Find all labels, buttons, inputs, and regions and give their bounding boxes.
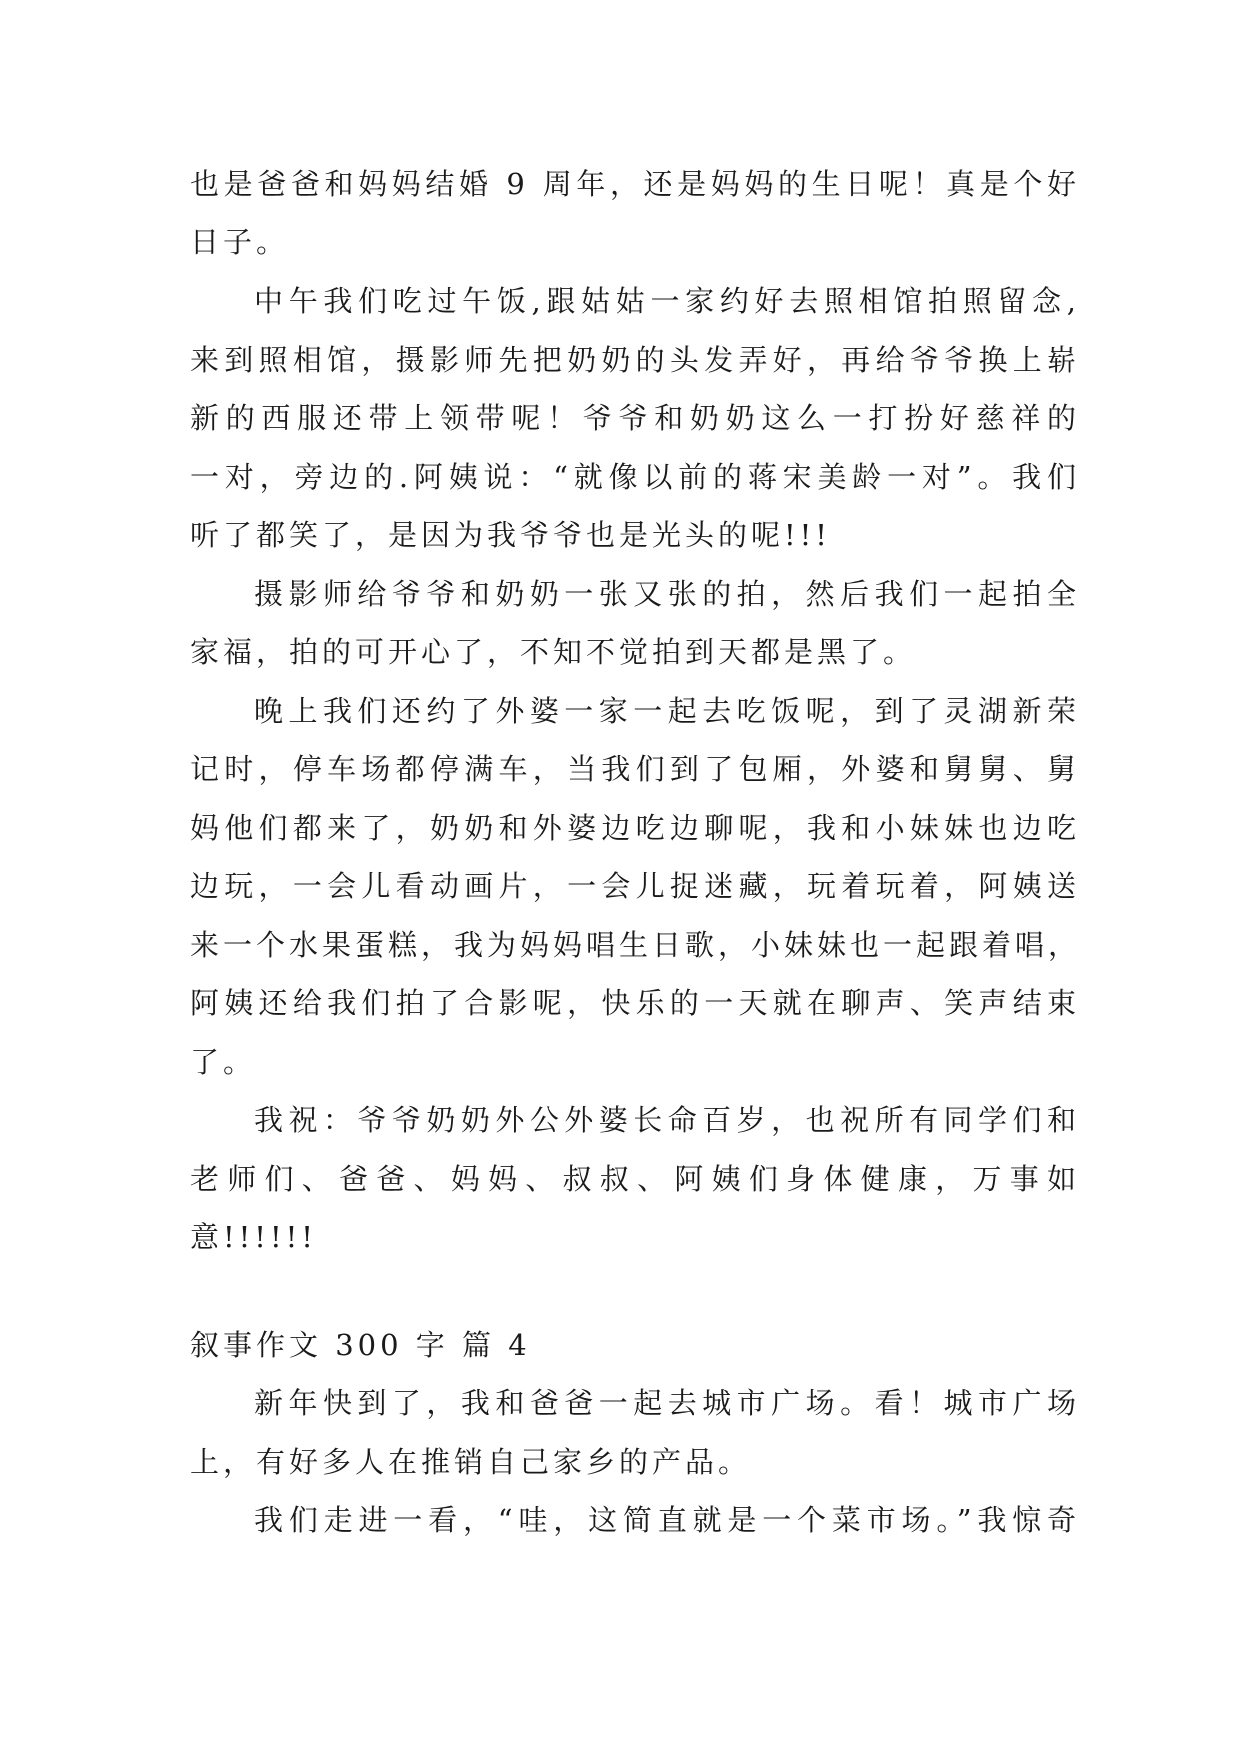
text-line: 家福，拍的可开心了，不知不觉拍到天都是黑了。 (190, 635, 917, 669)
text-line: 一对，旁边的.阿姨说：“就像以前的蒋宋美龄一对”。我们 (190, 460, 1080, 494)
text-line: 来到照相馆，摄影师先把奶奶的头发弄好，再给爷爷换上崭 (190, 343, 1080, 377)
text-line: 也是爸爸和妈妈结婚 9 周年，还是妈妈的生日呢！真是个好 (190, 167, 1080, 201)
text-line: 记时，停车场都停满车，当我们到了包厢，外婆和舅舅、舅 (190, 752, 1080, 786)
text-line: 新年快到了，我和爸爸一起去城市广场。看！城市广场 (254, 1386, 1080, 1420)
text-line: 摄影师给爷爷和奶奶一张又张的拍，然后我们一起拍全 (254, 577, 1080, 611)
text-line: 我们走进一看，“哇，这简直就是一个菜市场。”我惊奇 (254, 1503, 1080, 1537)
text-line: 我祝：爷爷奶奶外公外婆长命百岁，也祝所有同学们和 (254, 1103, 1080, 1137)
text-line: 了。 (190, 1045, 257, 1079)
text-line: 上，有好多人在推销自己家乡的产品。 (190, 1445, 752, 1479)
text-line: 边玩，一会儿看动画片，一会儿捉迷藏，玩着玩着，阿姨送 (190, 869, 1080, 903)
section-heading: 叙事作文 300 字 篇 4 (190, 1328, 531, 1362)
text-line: 妈他们都来了，奶奶和外婆边吃边聊呢，我和小妹妹也边吃 (190, 811, 1080, 845)
text-line: 意!!!!!! (190, 1220, 317, 1254)
text-line: 晚上我们还约了外婆一家一起去吃饭呢，到了灵湖新荣 (254, 694, 1080, 728)
text-line: 听了都笑了，是因为我爷爷也是光头的呢!!! (190, 518, 831, 552)
text-line: 老师们、爸爸、妈妈、叔叔、阿姨们身体健康，万事如 (190, 1162, 1080, 1196)
text-line: 阿姨还给我们拍了合影呢，快乐的一天就在聊声、笑声结束 (190, 986, 1080, 1020)
text-line: 中午我们吃过午饭,跟姑姑一家约好去照相馆拍照留念, (254, 284, 1080, 318)
text-line: 新的西服还带上领带呢！爷爷和奶奶这么一打扮好慈祥的 (190, 401, 1080, 435)
text-line: 来一个水果蛋糕，我为妈妈唱生日歌，小妹妹也一起跟着唱， (190, 928, 1082, 962)
text-line: 日子。 (190, 225, 290, 259)
